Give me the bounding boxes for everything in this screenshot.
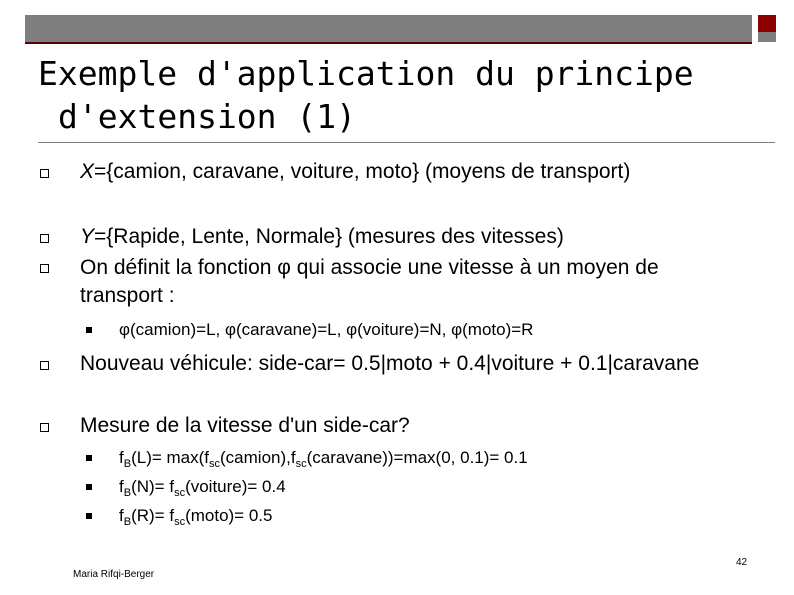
- sub-sc: sc: [295, 458, 307, 470]
- sub-sc: sc: [174, 516, 186, 528]
- sub-b: B: [123, 516, 132, 528]
- square-bullet-icon: [86, 327, 92, 333]
- square-bullet-icon: [86, 513, 92, 519]
- formula-part: (caravane))=max(0, 0.1)= 0.1: [306, 448, 528, 467]
- box-bullet-icon: [40, 423, 49, 432]
- formula-part: (voiture)= 0.4: [185, 477, 286, 496]
- formula-part: (L)= max(f: [131, 448, 210, 467]
- slide-title: [38, 52, 738, 138]
- header-accent-square: [758, 15, 776, 33]
- formula-n: [119, 475, 286, 505]
- title-line-1: Exemple d'application du principe: [38, 54, 694, 93]
- header-gray-square: [758, 32, 776, 42]
- bullet-function-def: On définit la fonction φ qui associe une vitesse à un moyen de transport :: [80, 256, 659, 307]
- var-x: X: [80, 160, 95, 183]
- title-divider: [38, 142, 775, 143]
- footer-author: Maria Rifqi-Berger: [73, 569, 155, 580]
- box-bullet-icon: [40, 361, 49, 370]
- f-label: f: [119, 448, 124, 467]
- phi-mapping: φ(camion)=L, φ(caravane)=L, φ(voiture)=N, φ(moto)=R: [119, 320, 534, 339]
- f-label: f: [119, 477, 124, 496]
- formula-part: (moto)= 0.5: [185, 506, 273, 525]
- title-line-2: d'extension (1): [58, 97, 357, 136]
- sub-b: B: [123, 487, 132, 499]
- sub-sc: sc: [174, 487, 186, 499]
- bullet-question: Mesure de la vitesse d'un side-car?: [80, 414, 410, 437]
- box-bullet-icon: [40, 264, 49, 273]
- f-label: f: [119, 506, 124, 525]
- bullet-set-y-text: ={Rapide, Lente, Normale} (mesures des vitesses): [94, 225, 564, 248]
- box-bullet-icon: [40, 169, 49, 178]
- bullet-set-x: [80, 158, 720, 186]
- formula-part: (R)= f: [131, 506, 175, 525]
- bullet-new-vehicle: Nouveau véhicule: side-car= 0.5|moto + 0.4|voiture + 0.1|caravane: [80, 352, 700, 375]
- square-bullet-icon: [86, 455, 92, 461]
- formula-part: (camion),f: [220, 448, 296, 467]
- bullet-set-y: [80, 223, 720, 251]
- bullet-set-x-text: ={camion, caravane, voiture, moto} (moyens de transport): [94, 160, 631, 183]
- box-bullet-icon: [40, 234, 49, 243]
- sub-sc: sc: [209, 458, 221, 470]
- page-number: 42: [736, 557, 748, 568]
- square-bullet-icon: [86, 484, 92, 490]
- formula-r: [119, 504, 272, 534]
- formula-part: (N)= f: [131, 477, 175, 496]
- header-decoration-bar: [25, 15, 752, 44]
- formula-l: [119, 446, 528, 476]
- sub-b: B: [123, 458, 132, 470]
- var-y: Y: [80, 225, 95, 248]
